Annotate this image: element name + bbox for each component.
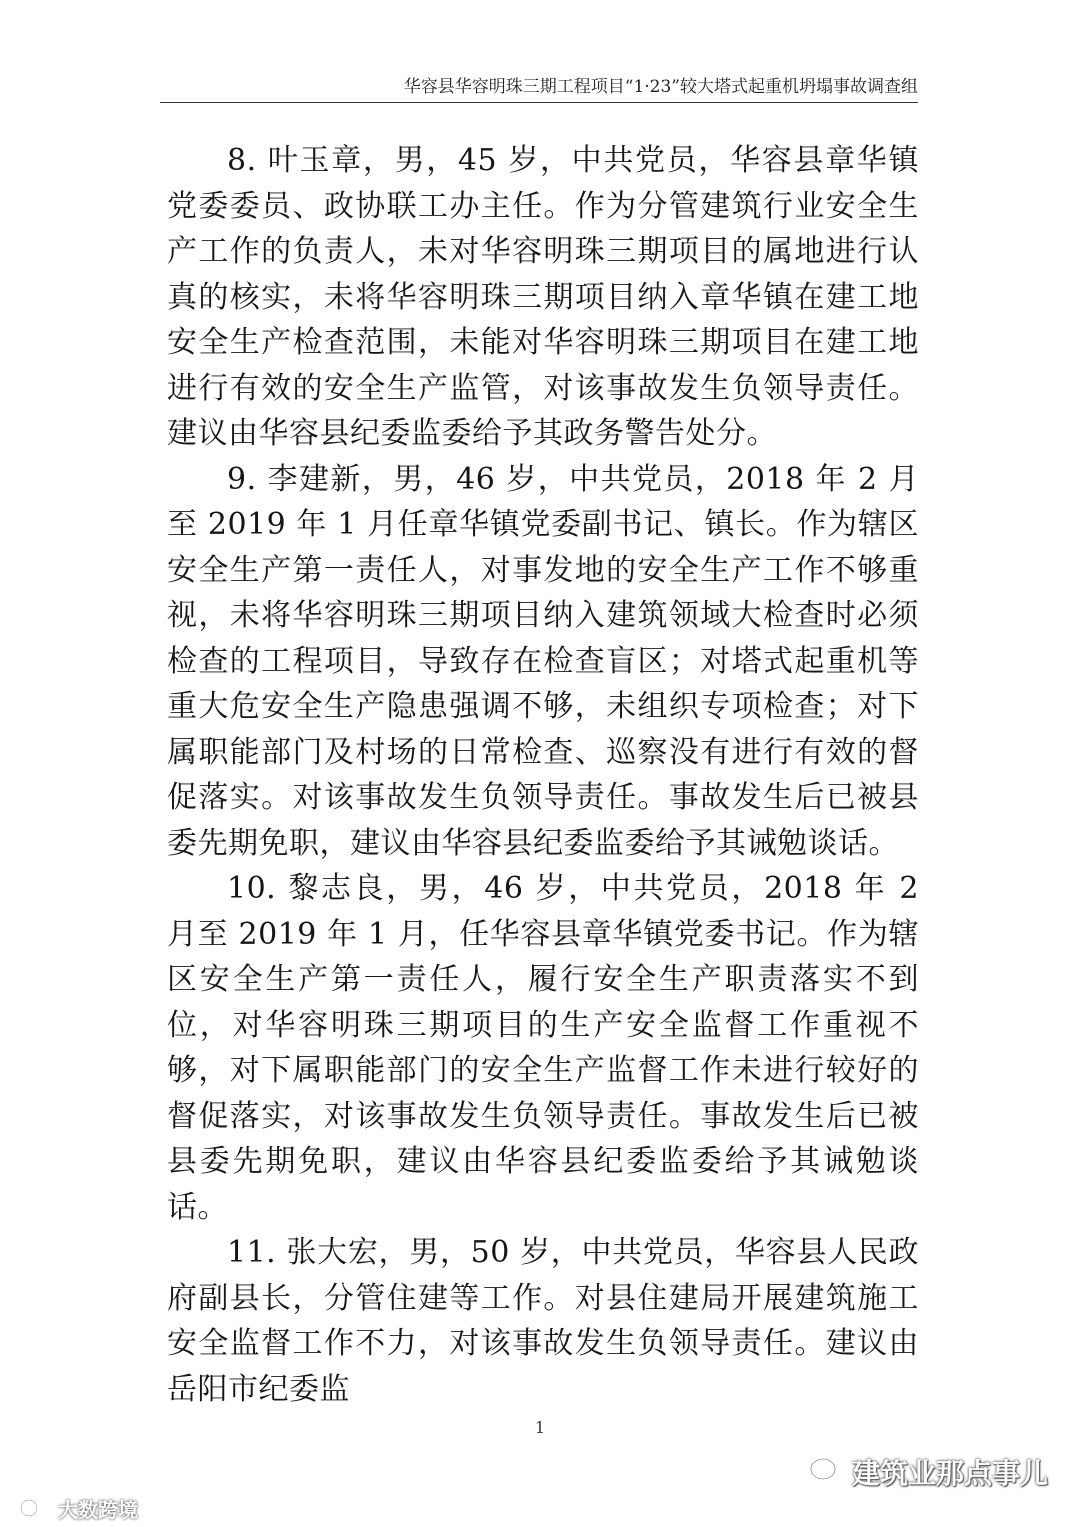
paragraph-8: 8. 叶玉章，男，45 岁，中共党员，华容县章华镇党委委员、政协联工办主任。作为分管建筑行业安全生产工作的负责人，未对华容明珠三期项目的属地进行认真的核实，未将华容明珠三期项目纳入章华镇在建工地安全生产检查范围，未能对华容明珠三期项目在建工地进行有效的安全生产监管，对该事故发生负领导责任。建议由华容县纪委监委给予其政务警告处分。 [167, 143, 919, 451]
watermark-left [8, 1494, 138, 1522]
watermark-left-text: 大数跨境 [58, 1497, 138, 1522]
chain-logo-icon [8, 1497, 52, 1519]
watermark-right [810, 1452, 1048, 1492]
document-header: 华容县华容明珠三期工程项目“1·23”较大塔式起重机坍塌事故调查组 [403, 77, 918, 97]
paragraph-11: 11. 张大宏，男，50 岁，中共党员，华容县人民政府副县长，分管住建等工作。对县住建局开展建筑施工安全监督工作不力，对该事故发生负领导责任。建议由岳阳市纪委监 [167, 1235, 919, 1407]
watermark-right-text: 建筑业那点事儿 [851, 1457, 1048, 1490]
paragraph-10: 10. 黎志良，男，46 岁，中共党员，2018 年 2 月至 2019 年 1 月，任华容县章华镇党委书记。作为辖区安全生产第一责任人，履行安全生产职责落实不到位，对华容明珠三期项目的生产安全监督工作重视不够，对下属职能部门的安全生产监督工作未进行较好的督促落实，对该事故发生负领导责任。事故发生后已被县委先期免职，建议由华容县纪委监委给予其诫勉谈话。 [167, 871, 919, 1225]
paragraph-9: 9. 李建新，男，46 岁，中共党员，2018 年 2 月至 2019 年 1 月任章华镇党委副书记、镇长。作为辖区安全生产第一责任人，对事发地的安全生产工作不够重视，未将华容明珠三期项目纳入建筑领域大检查时必须检查的工程项目，导致存在检查盲区；对塔式起重机等重大危安全生产隐患强调不够，未组织专项检查；对下属职能部门及村场的日常检查、巡察没有进行有效的督促落实。对该事故发生负领导责任。事故发生后已被县委先期免职，建议由华容县纪委监委给予其诫勉谈话。 [167, 461, 919, 861]
page-number: 1 [534, 1418, 546, 1437]
wechat-icon [810, 1457, 844, 1487]
body-text [167, 138, 919, 1412]
header-rule [160, 102, 918, 103]
